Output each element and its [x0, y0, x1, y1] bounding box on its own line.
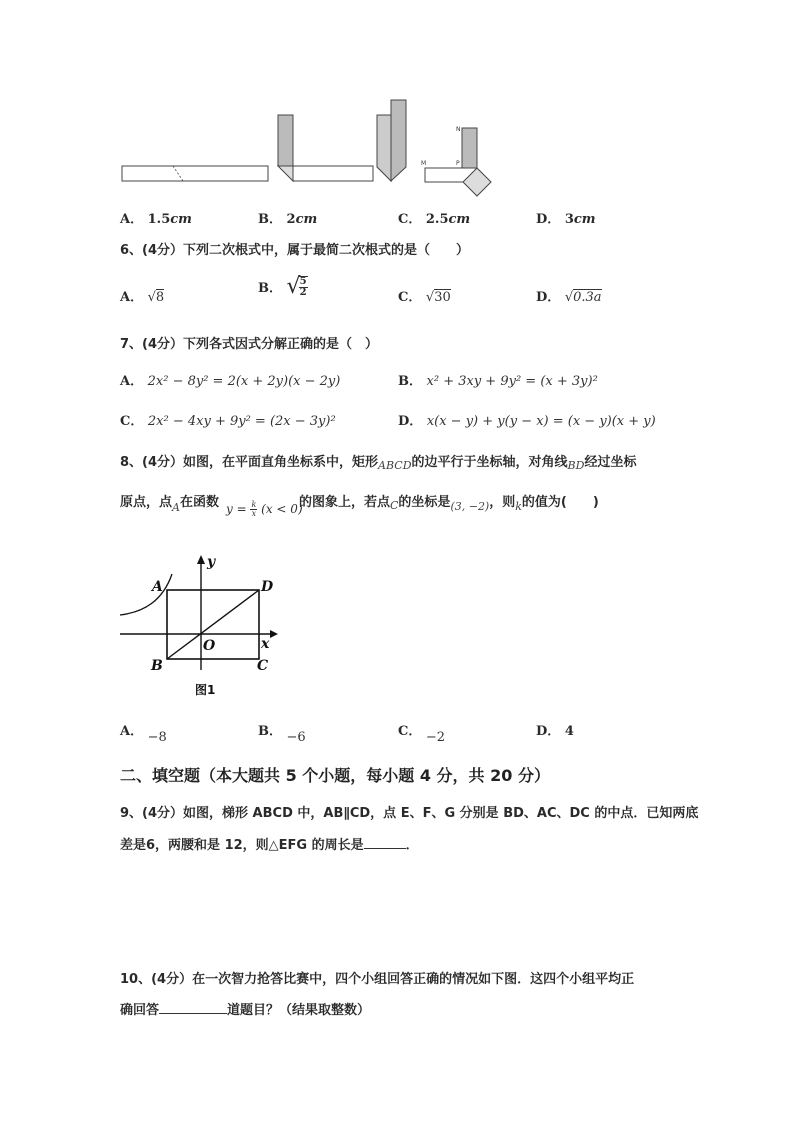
q6-option-c[interactable]: C． √30	[398, 290, 451, 305]
figure-caption: 图1	[195, 683, 216, 697]
q8-option-a[interactable]: A． −8	[120, 724, 167, 745]
q8-option-c[interactable]: C． −2	[398, 724, 446, 745]
section-heading: 二、填空题（本大题共 5 个小题，每小题 4 分，共 20 分）	[120, 766, 550, 785]
q10-line2: 确回答 道题目？（结果取整数）	[120, 1003, 371, 1018]
q8-function-formula: y = $\frac{k}{x}$ (x < 0)	[226, 500, 303, 518]
q5-option-d[interactable]: D． 3cm	[536, 212, 596, 227]
q6-option-d[interactable]: D． √0.3a	[536, 290, 602, 305]
q5-option-a[interactable]: A． 1.5cm	[120, 212, 192, 227]
q5-option-c[interactable]: C． 2.5cm	[398, 212, 471, 227]
x-axis-label: x	[261, 636, 270, 652]
q6-option-a[interactable]: A． √8	[120, 290, 165, 305]
q10-line1: 10、(4分）在一次智力抢答比赛中，四个小组回答正确的情况如下图．这四个小组平均正	[120, 972, 635, 987]
q7-option-b[interactable]: B． x² + 3xy + 9y² = (x + 3y)²	[398, 374, 598, 389]
point-a-label: A	[152, 579, 163, 595]
q7-option-c[interactable]: C． 2x² − 4xy + 9y² = (2x − 3y)²	[120, 414, 336, 429]
label-p: P	[456, 160, 460, 167]
q5-option-b[interactable]: B． 2cm	[258, 212, 318, 227]
y-axis-label: y	[207, 554, 216, 570]
q8-coordinate-figure	[115, 552, 280, 700]
q8-line2: 原点，点$_A$在函数 的图象上，若点$_C$的坐标是$_{(3, -2)}$，则$_k$的值为( )	[120, 495, 599, 514]
q10-answer-blank[interactable]	[159, 1013, 227, 1014]
q8-option-d[interactable]: D． 4	[536, 724, 574, 739]
q6-stem: 6、(4分）下列二次根式中，属于最简二次根式的是（ ）	[120, 243, 470, 258]
q9-answer-blank[interactable]	[364, 848, 406, 849]
strip-folding-figure	[115, 95, 505, 200]
q6-option-b[interactable]: B． √ $\frac{5}{2}$	[258, 274, 307, 299]
point-b-label: B	[151, 658, 163, 674]
q8-line1: 8、(4分）如图，在平面直角坐标系中，矩形$_{ABCD}$的边平行于坐标轴，对角线$_{BD}$经过坐标	[120, 455, 637, 472]
q8-option-b[interactable]: B． −6	[258, 724, 306, 745]
label-n: N	[456, 126, 461, 133]
point-d-label: D	[261, 579, 274, 595]
point-c-label: C	[257, 658, 269, 674]
q7-stem: 7、(4分）下列各式因式分解正确的是（ ）	[120, 337, 379, 352]
q7-option-d[interactable]: D． x(x − y) + y(y − x) = (x − y)(x + y)	[398, 414, 656, 429]
origin-label: O	[203, 638, 216, 654]
q7-option-a[interactable]: A． 2x² − 8y² = 2(x + 2y)(x − 2y)	[120, 374, 341, 389]
label-m: M	[421, 160, 427, 167]
q9-line1: 9、(4分）如图，梯形 ABCD 中，AB∥CD，点 E、F、G 分别是 BD、AC、DC 的中点．已知两底	[120, 806, 699, 821]
q9-line2: 差是6，两腰和是 12，则△EFG 的周长是 ．	[120, 838, 419, 853]
